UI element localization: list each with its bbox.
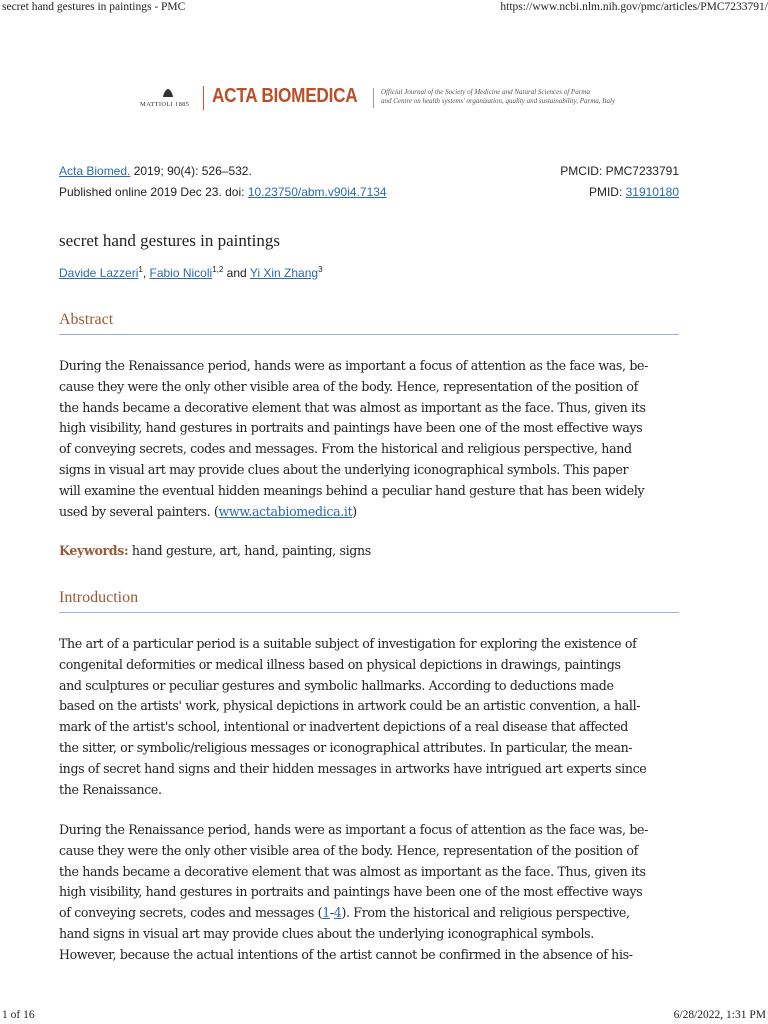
text-line: high visibility, hand gestures in portraits and paintings have been one of the most effective ways	[59, 884, 643, 900]
author-separator: ,	[142, 266, 150, 280]
text-line: mark of the artist's school, intentional or inadvertent depictions of a real disease that affected	[59, 719, 629, 735]
banner-divider	[373, 88, 374, 108]
citation-volume: 2019; 90(4): 526–532.	[130, 164, 252, 178]
text-fragment: of conveying secrets, codes and messages (	[59, 905, 323, 921]
author-separator: and	[223, 266, 250, 280]
publisher-logo-icon	[162, 88, 174, 98]
text-line: and sculptures or peculiar gestures and symbolic hallmarks. According to deductions made	[59, 677, 614, 693]
journal-name: ACTA BIOMEDICA	[212, 85, 358, 107]
print-header-title: secret hand gestures in paintings - PMC	[2, 1, 186, 13]
text-line: During the Renaissance period, hands were as important a focus of attention as the face was, be-	[59, 822, 649, 837]
journal-website-link[interactable]: www.actabiomedica.it	[218, 503, 353, 519]
text-line: the hands became a decorative element that was almost as important as the face. Thus, given its	[59, 863, 646, 879]
text-line: hand signs in visual art may provide clues about the underlying iconographical symbols.	[59, 925, 594, 941]
text-line	[59, 502, 679, 523]
introduction-paragraph	[59, 820, 679, 966]
text-line: congenital deformities or medical illness based on physical depictions in drawings, paintings	[59, 656, 621, 672]
text-line: based on the artists' work, physical depictions in artwork could be an artistic convention, a hall-	[59, 698, 641, 714]
text-line: However, because the actual intentions of the artist cannot be confirmed in the absence of his-	[59, 946, 633, 962]
text-line: The art of a particular period is a suitable subject of investigation for exploring the existence of	[59, 636, 637, 651]
journal-link[interactable]: Acta Biomed.	[59, 164, 131, 178]
author-link[interactable]: Davide Lazzeri	[59, 266, 139, 280]
print-header	[0, 0, 768, 20]
banner-divider	[203, 86, 204, 110]
introduction-heading: Introduction	[59, 589, 679, 613]
text-line: ings of secret hand signs and their hidden messages in artworks have intrigued art experts since	[59, 760, 647, 776]
author-list	[59, 265, 323, 280]
journal-description-line: and Centre on health systems' organization, quality and sustainability, Parma, Italy	[381, 97, 616, 105]
journal-description-line: Official Journal of the Society of Medicine and Natural Sciences of Parma	[381, 88, 590, 96]
text-line: the sitter, or symbolic/religious messages or iconographical attributes. In particular, the mean-	[59, 739, 633, 755]
citation-journal	[59, 164, 252, 178]
article-title: secret hand gestures in paintings	[59, 231, 280, 250]
author-affiliation: 1,2	[212, 265, 224, 274]
pmid	[589, 185, 679, 199]
publisher-label: MATTIOLI 1885	[140, 101, 190, 108]
text-line: the Renaissance.	[59, 781, 162, 797]
text-line: of conveying secrets, codes and messages. From the historical and religious perspective, hand	[59, 441, 632, 457]
text-line: will examine the eventual hidden meanings behind a peculiar hand gesture that has been widely	[59, 482, 645, 498]
text-fragment: ). From the historical and religious perspective,	[341, 905, 630, 921]
author-affiliation: 1	[138, 265, 143, 274]
author-link[interactable]: Fabio Nicoli	[149, 266, 213, 280]
keywords	[59, 543, 371, 558]
abstract-heading: Abstract	[59, 311, 679, 335]
author-affiliation: 3	[318, 265, 323, 274]
keywords-text: hand gesture, art, hand, painting, signs	[128, 543, 371, 558]
page-counter: 1 of 16	[2, 1009, 35, 1021]
pmid-link[interactable]: 31910180	[625, 185, 679, 199]
keywords-label: Keywords:	[59, 543, 129, 558]
text-line: cause they were the only other visible area of the body. Hence, representation of the position of	[59, 842, 638, 858]
published-date	[59, 185, 387, 199]
text-line	[59, 903, 679, 924]
reference-dash: -	[329, 905, 334, 921]
print-datetime: 6/28/2022, 1:31 PM	[673, 1009, 766, 1021]
text-line: cause they were the only other visible area of the body. Hence, representation of the position of	[59, 378, 638, 394]
text-fragment: )	[352, 503, 357, 519]
citation-row	[59, 164, 679, 185]
text-line: the hands became a decorative element that was almost as important as the face. Thus, given its	[59, 399, 646, 415]
text-line: high visibility, hand gestures in portraits and paintings have been one of the most effective ways	[59, 420, 643, 436]
text-line: During the Renaissance period, hands were as important a focus of attention as the face was, be-	[59, 358, 649, 373]
citation-block	[59, 164, 679, 206]
print-header-url: https://www.ncbi.nlm.nih.gov/pmc/articles/PMC7233791/	[500, 1, 768, 13]
reference-link[interactable]: 1	[322, 905, 330, 921]
pmcid: PMCID: PMC7233791	[560, 164, 679, 178]
pmid-label: PMID:	[588, 185, 626, 199]
journal-description	[381, 88, 615, 106]
reference-link[interactable]: 4	[333, 905, 342, 921]
journal-banner	[140, 84, 640, 114]
print-footer	[0, 1009, 768, 1024]
published-label: Published online 2019 Dec 23. doi:	[59, 185, 248, 199]
abstract-text	[59, 356, 679, 522]
author-link[interactable]: Yi Xin Zhang	[249, 266, 319, 280]
publisher-logo	[140, 84, 198, 112]
text-line: signs in visual art may provide clues about the underlying iconographical symbols. This paper	[59, 461, 629, 477]
citation-row	[59, 185, 679, 206]
text-fragment: used by several painters. (	[59, 503, 219, 519]
doi-link[interactable]: 10.23750/abm.v90i4.7134	[247, 185, 387, 199]
introduction-paragraph	[59, 634, 679, 800]
